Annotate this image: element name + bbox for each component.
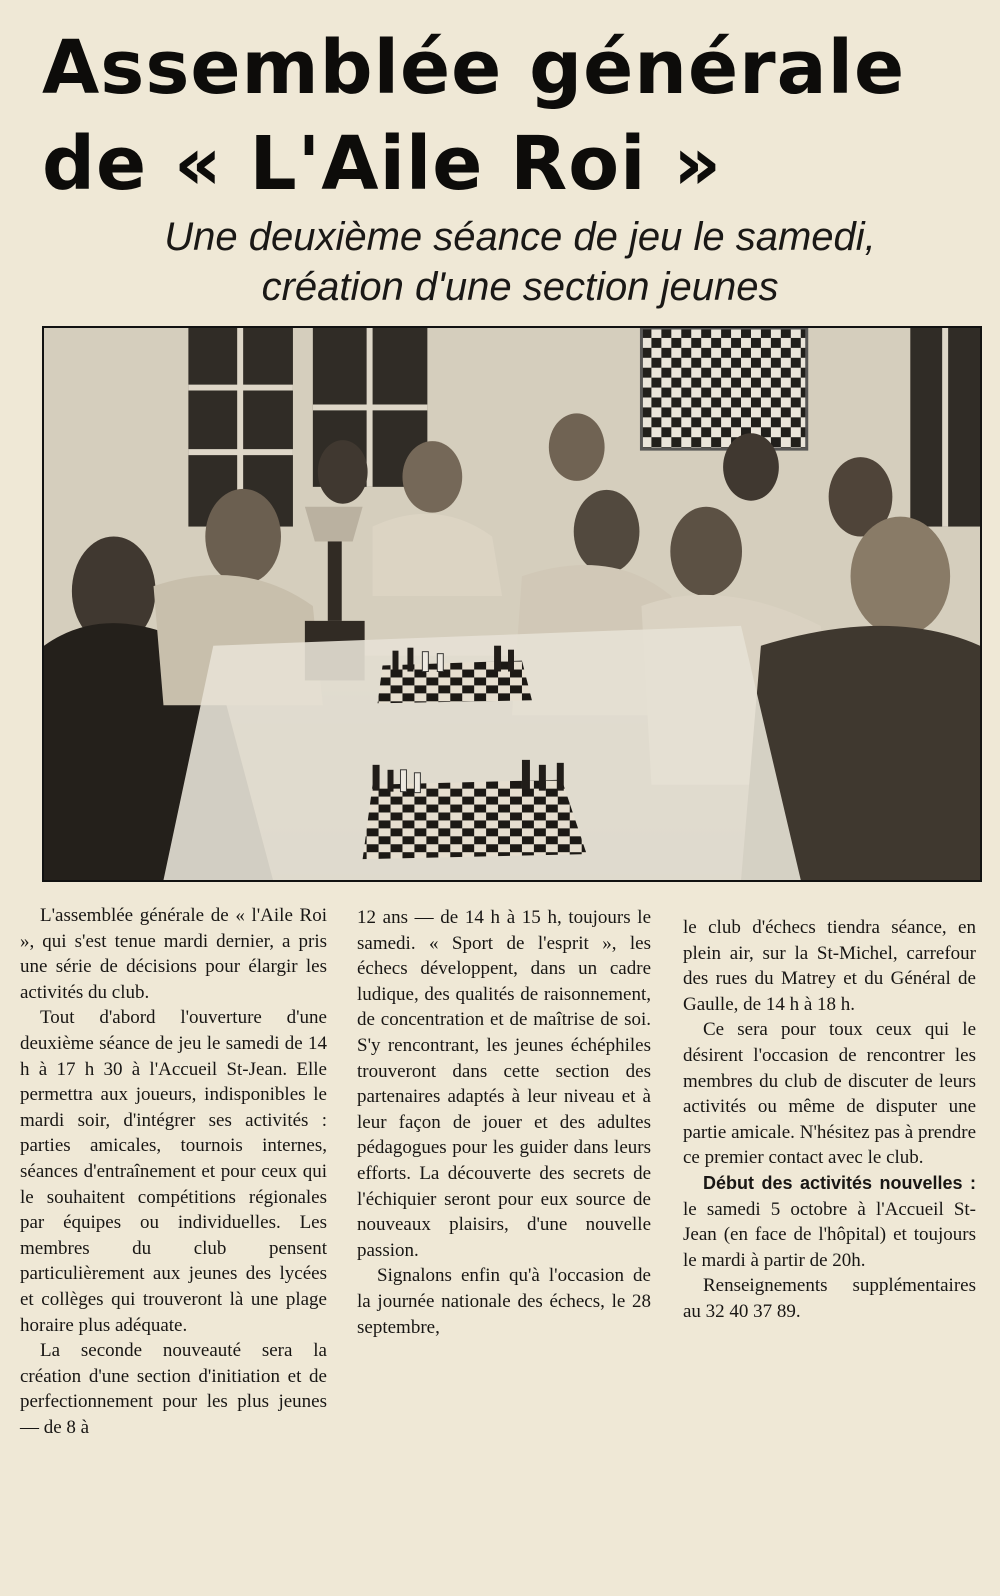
article-title-line-1: Assemblée générale bbox=[42, 25, 906, 111]
article-title bbox=[42, 20, 972, 212]
paragraph: le club d'échecs tiendra séance, en plein air, sur la St-Michel, carrefour des rues du Matrey et du Général de Gaulle, de 14 h à 18 h. bbox=[683, 917, 976, 1015]
paragraph: Signalons enfin qu'à l'occasion de la journée nationale des échecs, le 28 septembre, bbox=[357, 1265, 651, 1338]
paragraph: Tout d'abord l'ouverture d'une deuxième séance de jeu le samedi de 14 h à 17 h 30 à l'Accueil St-Jean. Elle permettra aux joueurs, indisponibles le mardi soir, d'intégrer ses activités : parties amicales, tournois internes, séances d'entraînement et pour ceux qui le souhaitent compétitions régionales par équipes ou individuelles. Les membres du club pensent particulièrement aux jeunes des lycées et collèges qui trouveront là une plage horaire plus adéquate. bbox=[20, 1007, 327, 1336]
paragraph: 12 ans — de 14 h à 15 h, toujours le samedi. « Sport de l'esprit », les échecs développent, dans un cadre ludique, des qualités de raisonnement, de concentration et de maîtrise de soi. S'y rencontrant, les jeunes échéphiles trouveront dans cette section des partenaires adaptés à leur niveau et à leur façon de jouer et des adultes pédagogues pour les guider dans leurs efforts. La découverte des secrets de l'échiquier seront pour eux source de nouveaux plaisirs, d'une nouvelle passion. bbox=[357, 907, 651, 1261]
article-column-2 bbox=[357, 905, 651, 1340]
activities-lead: Début des activités nouvelles : bbox=[703, 1172, 976, 1193]
paragraph: La seconde nouveauté sera la création d'une section d'initiation et de perfectionnement pour les plus jeunes — de 8 à bbox=[20, 1340, 327, 1438]
paragraph: Renseignements supplémentaires au 32 40 37 89. bbox=[683, 1275, 976, 1322]
paragraph: Ce sera pour toux ceux qui le désirent l'occasion de rencontrer les membres du club de discuter de leurs activités ou même de disputer une partie amicale. N'hésitez pas à prendre ce premier contact avec le club. bbox=[683, 1019, 976, 1169]
article-subtitle bbox=[120, 212, 920, 312]
paragraph-activities bbox=[683, 1171, 976, 1273]
article-column-1 bbox=[20, 903, 327, 1440]
article-subtitle-line-1: Une deuxième séance de jeu le samedi, bbox=[164, 215, 876, 259]
article-column-3 bbox=[683, 915, 976, 1325]
activities-details: le samedi 5 octobre à l'Accueil St-Jean (en face de l'hôpital) et toujours le mardi à partir de 20h. bbox=[683, 1198, 976, 1271]
chess-club-photo-illustration bbox=[44, 328, 980, 880]
paragraph: L'assemblée générale de « l'Aile Roi », qui s'est tenue mardi dernier, a pris une série de décisions pour élargir les activités du club. bbox=[20, 905, 327, 1003]
article-photo bbox=[42, 326, 982, 882]
article-subtitle-line-2: création d'une section jeunes bbox=[261, 265, 779, 309]
article-title-line-2: de « L'Aile Roi » bbox=[42, 121, 723, 207]
